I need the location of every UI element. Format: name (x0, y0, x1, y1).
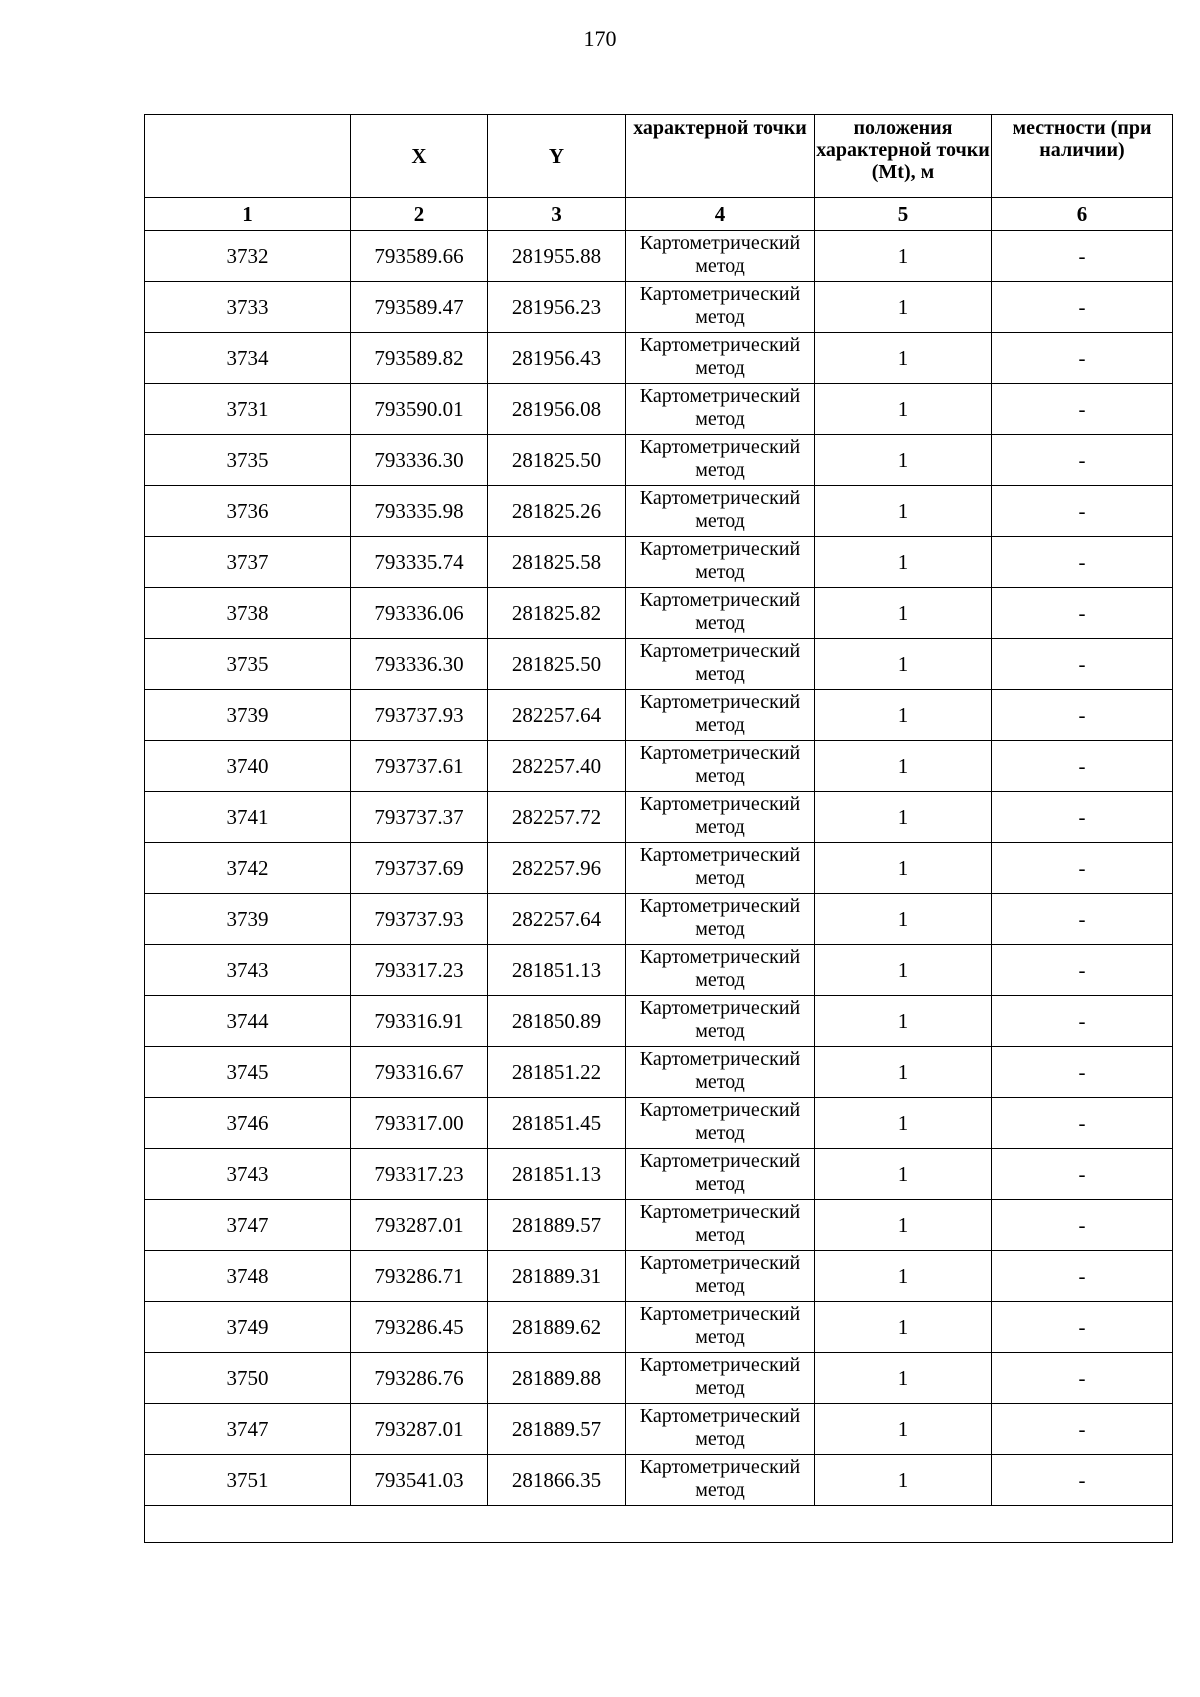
method-cell: Картометрический метод (626, 435, 815, 486)
x-coordinate-cell: 793286.45 (351, 1302, 488, 1353)
description-cell: - (992, 1098, 1173, 1149)
point-number-cell: 3736 (145, 486, 351, 537)
description-cell: - (992, 384, 1173, 435)
y-coordinate-cell: 281850.89 (488, 996, 626, 1047)
table-row (145, 435, 1173, 486)
y-coordinate-cell: 281851.13 (488, 945, 626, 996)
description-cell: - (992, 333, 1173, 384)
x-coordinate-cell: 793737.93 (351, 690, 488, 741)
description-cell: - (992, 1302, 1173, 1353)
method-cell: Картометрический метод (626, 1047, 815, 1098)
x-coordinate-cell: 793316.91 (351, 996, 488, 1047)
x-coordinate-cell: 793317.23 (351, 945, 488, 996)
accuracy-cell: 1 (815, 792, 992, 843)
description-cell: - (992, 486, 1173, 537)
y-coordinate-cell: 281825.26 (488, 486, 626, 537)
x-coordinate-cell: 793317.23 (351, 1149, 488, 1200)
x-coordinate-cell: 793541.03 (351, 1455, 488, 1506)
method-cell: Картометрический метод (626, 996, 815, 1047)
point-number-cell: 3747 (145, 1200, 351, 1251)
accuracy-cell: 1 (815, 1302, 992, 1353)
method-cell: Картометрический метод (626, 588, 815, 639)
description-cell: - (992, 741, 1173, 792)
accuracy-cell: 1 (815, 1098, 992, 1149)
point-number-cell: 3735 (145, 435, 351, 486)
description-cell: - (992, 435, 1173, 486)
method-cell: Картометрический метод (626, 894, 815, 945)
point-number-cell: 3731 (145, 384, 351, 435)
accuracy-cell: 1 (815, 537, 992, 588)
x-coordinate-cell: 793737.61 (351, 741, 488, 792)
x-coordinate-cell: 793336.30 (351, 435, 488, 486)
method-cell: Картометрический метод (626, 1251, 815, 1302)
y-coordinate-cell: 281825.50 (488, 639, 626, 690)
header-point-name (145, 115, 351, 198)
accuracy-cell: 1 (815, 1200, 992, 1251)
header-x: X (351, 115, 488, 198)
accuracy-cell: 1 (815, 741, 992, 792)
x-coordinate-cell: 793287.01 (351, 1200, 488, 1251)
description-cell: - (992, 894, 1173, 945)
table-row (145, 1302, 1173, 1353)
coordinates-table (144, 114, 1173, 1543)
method-cell: Картометрический метод (626, 537, 815, 588)
header-accuracy: положения характерной точки (Mt), м (815, 115, 992, 198)
method-cell: Картометрический метод (626, 1455, 815, 1506)
point-number-cell: 3748 (145, 1251, 351, 1302)
y-coordinate-cell: 281889.57 (488, 1404, 626, 1455)
point-number-cell: 3742 (145, 843, 351, 894)
x-coordinate-cell: 793737.93 (351, 894, 488, 945)
method-cell: Картометрический метод (626, 792, 815, 843)
y-coordinate-cell: 282257.72 (488, 792, 626, 843)
accuracy-cell: 1 (815, 435, 992, 486)
page-number: 170 (583, 26, 617, 51)
accuracy-cell: 1 (815, 1353, 992, 1404)
accuracy-cell: 1 (815, 1404, 992, 1455)
point-number-cell: 3732 (145, 231, 351, 282)
x-coordinate-cell: 793335.74 (351, 537, 488, 588)
accuracy-cell: 1 (815, 588, 992, 639)
accuracy-cell: 1 (815, 639, 992, 690)
method-cell: Картометрический метод (626, 741, 815, 792)
method-cell: Картометрический метод (626, 843, 815, 894)
method-cell: Картометрический метод (626, 1200, 815, 1251)
table-row (145, 231, 1173, 282)
description-cell: - (992, 1200, 1173, 1251)
point-number-cell: 3737 (145, 537, 351, 588)
table-row (145, 282, 1173, 333)
point-number-cell: 3733 (145, 282, 351, 333)
accuracy-cell: 1 (815, 1455, 992, 1506)
y-coordinate-cell: 281851.22 (488, 1047, 626, 1098)
y-coordinate-cell: 281889.88 (488, 1353, 626, 1404)
y-coordinate-cell: 281889.31 (488, 1251, 626, 1302)
table-row (145, 1047, 1173, 1098)
description-cell: - (992, 843, 1173, 894)
x-coordinate-cell: 793317.00 (351, 1098, 488, 1149)
table-row (145, 894, 1173, 945)
point-number-cell: 3745 (145, 1047, 351, 1098)
point-number-cell: 3746 (145, 1098, 351, 1149)
point-number-cell: 3749 (145, 1302, 351, 1353)
method-cell: Картометрический метод (626, 945, 815, 996)
y-coordinate-cell: 281851.13 (488, 1149, 626, 1200)
x-coordinate-cell: 793286.76 (351, 1353, 488, 1404)
table-row (145, 333, 1173, 384)
x-coordinate-cell: 793589.82 (351, 333, 488, 384)
x-coordinate-cell: 793286.71 (351, 1251, 488, 1302)
table-row (145, 1251, 1173, 1302)
table-row (145, 741, 1173, 792)
y-coordinate-cell: 281889.62 (488, 1302, 626, 1353)
accuracy-cell: 1 (815, 894, 992, 945)
y-coordinate-cell: 281825.58 (488, 537, 626, 588)
table-row (145, 486, 1173, 537)
empty-cell (145, 1506, 1173, 1543)
x-coordinate-cell: 793589.47 (351, 282, 488, 333)
method-cell: Картометрический метод (626, 282, 815, 333)
table-row (145, 537, 1173, 588)
column-number: 6 (992, 198, 1173, 231)
accuracy-cell: 1 (815, 231, 992, 282)
table-row (145, 639, 1173, 690)
accuracy-cell: 1 (815, 1047, 992, 1098)
point-number-cell: 3747 (145, 1404, 351, 1455)
point-number-cell: 3738 (145, 588, 351, 639)
x-coordinate-cell: 793335.98 (351, 486, 488, 537)
description-cell: - (992, 639, 1173, 690)
column-number: 1 (145, 198, 351, 231)
accuracy-cell: 1 (815, 1149, 992, 1200)
table-row (145, 1098, 1173, 1149)
method-cell: Картометрический метод (626, 639, 815, 690)
header-description: местности (при наличии) (992, 115, 1173, 198)
y-coordinate-cell: 282257.64 (488, 690, 626, 741)
method-cell: Картометрический метод (626, 486, 815, 537)
x-coordinate-cell: 793336.30 (351, 639, 488, 690)
method-cell: Картометрический метод (626, 1404, 815, 1455)
table-row (145, 588, 1173, 639)
accuracy-cell: 1 (815, 1251, 992, 1302)
table-row (145, 1149, 1173, 1200)
accuracy-cell: 1 (815, 996, 992, 1047)
point-number-cell: 3741 (145, 792, 351, 843)
x-coordinate-cell: 793737.37 (351, 792, 488, 843)
point-number-cell: 3735 (145, 639, 351, 690)
accuracy-cell: 1 (815, 690, 992, 741)
x-coordinate-cell: 793589.66 (351, 231, 488, 282)
y-coordinate-cell: 282257.40 (488, 741, 626, 792)
accuracy-cell: 1 (815, 384, 992, 435)
header-method: характерной точки (626, 115, 815, 198)
table-row (145, 792, 1173, 843)
x-coordinate-cell: 793336.06 (351, 588, 488, 639)
description-cell: - (992, 231, 1173, 282)
y-coordinate-cell: 282257.96 (488, 843, 626, 894)
y-coordinate-cell: 281889.57 (488, 1200, 626, 1251)
y-coordinate-cell: 281956.23 (488, 282, 626, 333)
table-header (145, 115, 1173, 231)
description-cell: - (992, 945, 1173, 996)
y-coordinate-cell: 281851.45 (488, 1098, 626, 1149)
description-cell: - (992, 1404, 1173, 1455)
method-cell: Картометрический метод (626, 1098, 815, 1149)
description-cell: - (992, 1251, 1173, 1302)
point-number-cell: 3743 (145, 1149, 351, 1200)
method-cell: Картометрический метод (626, 690, 815, 741)
x-coordinate-cell: 793287.01 (351, 1404, 488, 1455)
description-cell: - (992, 792, 1173, 843)
y-coordinate-cell: 281825.50 (488, 435, 626, 486)
header-y: Y (488, 115, 626, 198)
table-row (145, 1455, 1173, 1506)
description-cell: - (992, 588, 1173, 639)
accuracy-cell: 1 (815, 333, 992, 384)
point-number-cell: 3740 (145, 741, 351, 792)
x-coordinate-cell: 793590.01 (351, 384, 488, 435)
y-coordinate-cell: 281866.35 (488, 1455, 626, 1506)
y-coordinate-cell: 281825.82 (488, 588, 626, 639)
empty-row (145, 1506, 1173, 1543)
point-number-cell: 3751 (145, 1455, 351, 1506)
method-cell: Картометрический метод (626, 384, 815, 435)
table-row (145, 1200, 1173, 1251)
method-cell: Картометрический метод (626, 1149, 815, 1200)
column-number: 4 (626, 198, 815, 231)
table-row (145, 690, 1173, 741)
method-cell: Картометрический метод (626, 231, 815, 282)
description-cell: - (992, 1149, 1173, 1200)
column-number-row (145, 198, 1173, 231)
column-number: 3 (488, 198, 626, 231)
y-coordinate-cell: 282257.64 (488, 894, 626, 945)
description-cell: - (992, 282, 1173, 333)
column-number: 5 (815, 198, 992, 231)
column-number: 2 (351, 198, 488, 231)
point-number-cell: 3739 (145, 894, 351, 945)
method-cell: Картометрический метод (626, 1353, 815, 1404)
point-number-cell: 3744 (145, 996, 351, 1047)
table-row (145, 1404, 1173, 1455)
accuracy-cell: 1 (815, 282, 992, 333)
accuracy-cell: 1 (815, 945, 992, 996)
accuracy-cell: 1 (815, 843, 992, 894)
description-cell: - (992, 537, 1173, 588)
description-cell: - (992, 1455, 1173, 1506)
y-coordinate-cell: 281956.08 (488, 384, 626, 435)
y-coordinate-cell: 281956.43 (488, 333, 626, 384)
description-cell: - (992, 690, 1173, 741)
x-coordinate-cell: 793737.69 (351, 843, 488, 894)
x-coordinate-cell: 793316.67 (351, 1047, 488, 1098)
table-row (145, 945, 1173, 996)
table-row (145, 1353, 1173, 1404)
point-number-cell: 3750 (145, 1353, 351, 1404)
method-cell: Картометрический метод (626, 1302, 815, 1353)
point-number-cell: 3739 (145, 690, 351, 741)
accuracy-cell: 1 (815, 486, 992, 537)
description-cell: - (992, 996, 1173, 1047)
table-row (145, 843, 1173, 894)
point-number-cell: 3734 (145, 333, 351, 384)
table-row (145, 996, 1173, 1047)
description-cell: - (992, 1047, 1173, 1098)
point-number-cell: 3743 (145, 945, 351, 996)
header-row (145, 115, 1173, 198)
method-cell: Картометрический метод (626, 333, 815, 384)
table-row (145, 384, 1173, 435)
description-cell: - (992, 1353, 1173, 1404)
table-body (145, 231, 1173, 1543)
y-coordinate-cell: 281955.88 (488, 231, 626, 282)
